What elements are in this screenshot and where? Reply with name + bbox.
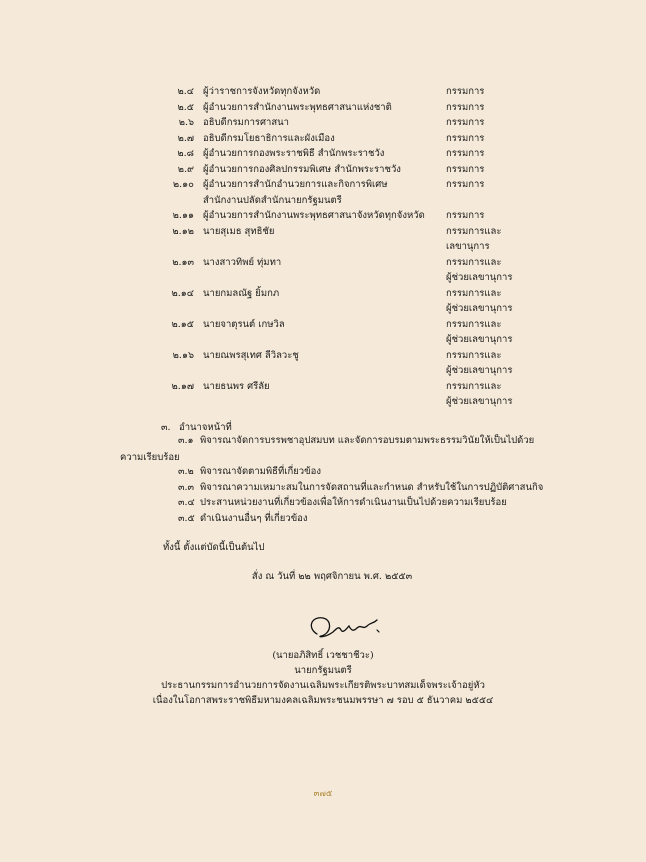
- member-name: นางสาวทิพย์ ทุ่มทา: [203, 256, 282, 268]
- member-row-continuation: [0, 239, 646, 255]
- member-name: อธิบดีกรมโยธาธิการและผังเมือง: [203, 132, 335, 144]
- member-name: นายกมลณัฐ ยิ้มกภ: [203, 287, 280, 299]
- member-row: [0, 224, 646, 240]
- member-role: กรรมการ: [446, 117, 485, 128]
- member-number: ๒.๙: [177, 163, 194, 175]
- member-number: ๒.๑๓: [172, 256, 194, 268]
- member-row: [0, 208, 646, 224]
- member-name: นายสุเมธ สุทธิชัย: [203, 225, 275, 237]
- member-number: ๒.๑๑: [172, 210, 194, 221]
- member-row: [0, 348, 646, 364]
- member-row-continuation: [0, 363, 646, 379]
- duty-item-continuation: ความเรียบร้อย: [120, 452, 180, 463]
- member-role-continuation: ผู้ช่วยเลขานุการ: [446, 396, 513, 407]
- signer-role-line1: ประธานกรรมการอำนวยการจัดงานเฉลิมพระเกียรติพระบาทสมเด็จพระเจ้าอยู่หัว: [161, 680, 485, 691]
- member-role-continuation: เลขานุการ: [446, 241, 490, 252]
- member-row: [0, 84, 646, 100]
- member-role: กรรมการและ: [446, 380, 502, 392]
- member-role: กรรมการและ: [446, 318, 502, 330]
- member-role: กรรมการ: [446, 86, 485, 97]
- signer-name: (นายอภิสิทธิ์ เวชชาชีวะ): [272, 650, 374, 661]
- member-name: ผู้อำนวยการกองพระราชพิธี สำนักพระราชวัง: [203, 148, 385, 159]
- member-role-continuation: ผู้ช่วยเลขานุการ: [446, 334, 513, 345]
- member-number: ๒.๑๗: [171, 380, 194, 392]
- duties-heading: [161, 420, 232, 435]
- member-row-continuation: [0, 193, 646, 209]
- member-list: [0, 84, 646, 410]
- member-number: ๒.๑๔: [171, 287, 194, 299]
- member-number: ๒.๑๐: [172, 179, 194, 190]
- member-row-continuation: [0, 270, 646, 286]
- member-role-continuation: ผู้ช่วยเลขานุการ: [446, 272, 513, 283]
- member-row-continuation: [0, 394, 646, 410]
- member-role: กรรมการ: [446, 148, 485, 159]
- member-role: กรรมการ: [446, 163, 485, 175]
- member-role: กรรมการและ: [446, 349, 502, 361]
- member-role: กรรมการ: [446, 101, 485, 113]
- member-name: ผู้อำนวยการกองศิลปกรรมพิเศษ สำนักพระราชวัง: [203, 163, 401, 175]
- member-row: [0, 115, 646, 131]
- member-name: นายณพรสุเทศ ลีวิลวะชู: [203, 349, 299, 361]
- duties-heading-text: อำนาจหน้าที่: [179, 422, 232, 433]
- member-number: ๒.๑๕: [171, 318, 194, 330]
- member-role: กรรมการและ: [446, 225, 502, 237]
- order-date: สั่ง ณ วันที่ ๒๒ พฤศจิกายน พ.ศ. ๒๕๕๓: [251, 571, 413, 582]
- member-name: ผู้ว่าราชการจังหวัดทุกจังหวัด: [203, 86, 321, 97]
- handwritten-signature: [303, 608, 383, 644]
- member-number: ๒.๔: [177, 86, 194, 97]
- signer-position: นายกรัฐมนตรี: [294, 665, 352, 676]
- member-name: นายธนพร ศรีลัย: [203, 380, 270, 392]
- member-name: อธิบดีกรมการศาสนา: [203, 117, 290, 128]
- member-row: [0, 317, 646, 333]
- member-role-continuation: ผู้ช่วยเลขานุการ: [446, 303, 513, 314]
- member-number: ๒.๑๖: [172, 349, 194, 361]
- member-row: [0, 162, 646, 178]
- member-row: [0, 146, 646, 162]
- member-name: ผู้อำนวยการสำนักอำนวยการและกิจการพิเศษ: [203, 179, 388, 190]
- document-page: ๒.๔ ผู้ว่าราชการจังหวัดทุกจังหวัด กรรมการ ๒.๕ ผู้อำนวยการสำนักงานพระพุทธศาสนาแห่งชาติ กรรมการ ๒.๖ อธิบดีกรมการศาสนา กรรมการ ๒.๗ อธิบดีกรมโยธาธิการและผังเมือง กรรมการ ๒.๘ ผู้อำนวยการกองพระราชพิธี สำนักพระราชวัง กรรมการ ๒.๙ ผู้อำนวยการกองศิลปกรรมพิเศษ สำนักพระราชวัง กรรมการ ๒.๑๐ ผู้อำนวยการสำนักอำนวยการและกิจการพิเศษ กรรมการ สำนักงานปลัดสำนักนายกรัฐมนตรี ๒.๑๑ ผู้อำนวยการสำนักงานพระพุทธศาสนาจังหวัดทุกจังหวัด กรรมการ ๒.๑๒ นายสุเมธ สุทธิชัย กรรมการและ เลขานุการ ๒.๑๓ นางสาวทิพย์ ทุ่มทา กรรมการและ ผู้ช่วยเลขานุการ ๒.๑๔ นายกมลณัฐ ยิ้มกภ กรรมการและ ผู้ช่วยเลขานุการ ๒.๑๕ นายจาตุรนต์ เกษวิล กรรมการและ ผู้ช่วยเลขานุการ ๒.๑๖ นายณพรสุเทศ ลีวิลวะชู กรรมการและ ผู้ช่วยเลขานุการ ๒.๑๗ นายธนพร ศรีลัย กรรมการและ ผู้ช่วยเลขานุการ ๓. อำนาจหน้าที่ ๓.๑ พิจารณาจัดการบรรพชาอุปสมบท และจัดการอบรมตามพระธรรมวินัยให้เป็นไปด้วย ความเรียบร้อย ๓.๒ พิจารณาจัดตามพิธีที่เกี่ยวข้อง ๓.๓ พิจารณาความเหมาะสมในการจัดสถานที่และกำหนด สำหรับใช้ในการปฏิบัติศาสนกิจ ๓.๔ ประสานหน่วยงานที่เกี่ยวข้องเพื่อให้การดำเนินงานเป็นไปด้วยความเรียบร้อย ๓.๕ ดำเนินงานอื่นๆ ที่เกี่ยวข้อง ทั้งนี้ ตั้งแต่บัดนี้เป็นต้นไป สั่ง ณ วันที่ ๒๒ พฤศจิกายน พ.ศ. ๒๕๕๓ (นายอภิสิทธิ์ เวชชาชีวะ) นายกรัฐมนตรี ประธานกรรมการอำนวยการจัดงานเฉลิมพระเกียรติพระบาทสมเด็จพระเจ้าอยู่หัว เนื่องในโอกาสพระราชพิธีมหามงคลเฉลิมพระชนมพรรษา ๗ รอบ ๕ ธันวาคม ๒๕๕๔ ๓๗๕: [0, 0, 646, 862]
- member-number: ๒.๕: [177, 101, 194, 113]
- member-role: กรรมการ: [446, 132, 485, 144]
- member-role: กรรมการและ: [446, 256, 502, 268]
- member-number: ๒.๗: [177, 132, 194, 144]
- page-number: ๓๗๕: [313, 789, 333, 799]
- member-role: กรรมการและ: [446, 287, 502, 299]
- member-row-continuation: [0, 301, 646, 317]
- member-name: ผู้อำนวยการสำนักงานพระพุทธศาสนาจังหวัดทุกจังหวัด: [203, 210, 425, 221]
- member-number: ๒.๑๒: [172, 225, 194, 237]
- member-row: [0, 177, 646, 193]
- effective-statement: ทั้งนี้ ตั้งแต่บัดนี้เป็นต้นไป: [163, 542, 265, 553]
- member-row: [0, 379, 646, 395]
- member-row: [0, 100, 646, 116]
- member-name: ผู้อำนวยการสำนักงานพระพุทธศาสนาแห่งชาติ: [203, 101, 392, 113]
- duties-heading-number: ๓.: [161, 422, 171, 433]
- member-row: [0, 286, 646, 302]
- member-number: ๒.๖: [178, 117, 194, 128]
- member-row: [0, 131, 646, 147]
- member-row-continuation: [0, 332, 646, 348]
- signer-role-line2: เนื่องในโอกาสพระราชพิธีมหามงคลเฉลิมพระชนมพรรษา ๗ รอบ ๕ ธันวาคม ๒๕๕๔: [152, 695, 494, 706]
- member-name: นายจาตุรนต์ เกษวิล: [203, 318, 285, 330]
- member-name-continuation: สำนักงานปลัดสำนักนายกรัฐมนตรี: [203, 194, 342, 206]
- member-row: [0, 255, 646, 271]
- member-role: กรรมการ: [446, 210, 485, 221]
- member-number: ๒.๘: [177, 148, 194, 159]
- member-role: กรรมการ: [446, 179, 485, 190]
- member-role-continuation: ผู้ช่วยเลขานุการ: [446, 365, 513, 376]
